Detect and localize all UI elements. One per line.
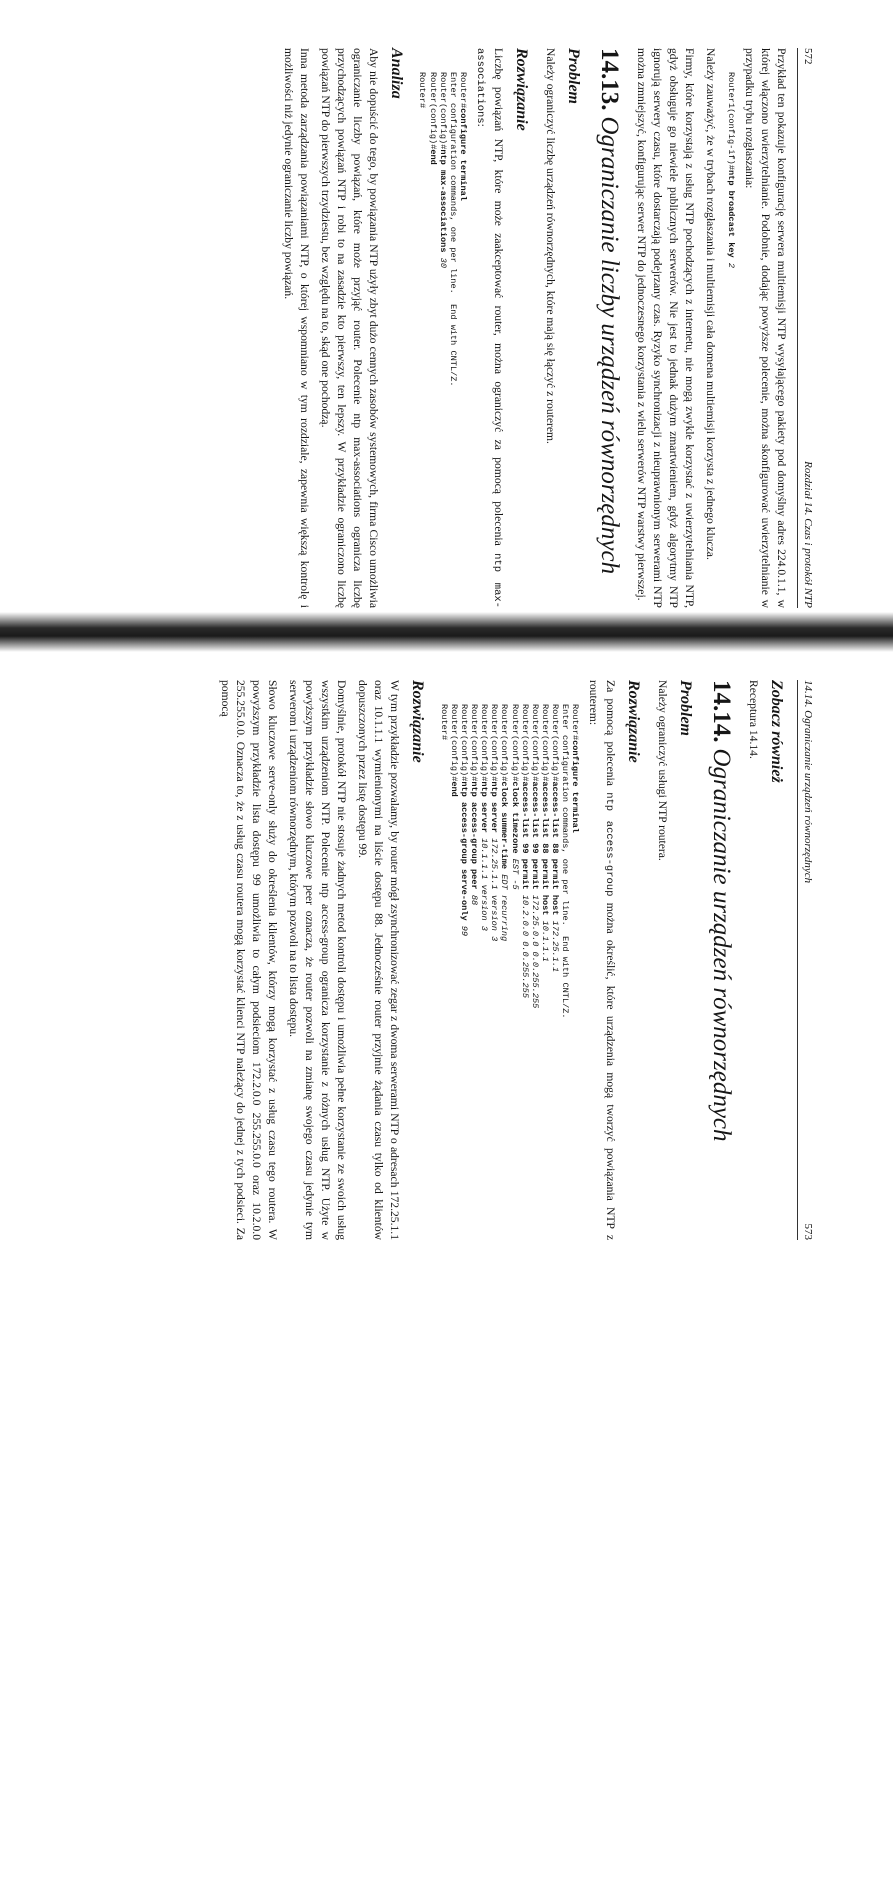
problem-heading: Problem xyxy=(677,680,695,736)
running-header xyxy=(797,680,815,1240)
page-573 xyxy=(143,632,893,1895)
paragraph: Domyślnie, protokół NTP nie stosuje żadnych metod kontroli dostępu i umożliwia pełne korzystanie ze swoich usług wszystkim urządzeniom NTP. Polecenie ntp access-group ogranicza korzystanie z różnych usług NTP. Użyte w powyższym przykładzie słowo kluczowe peer oznacza, że router pozwoli na zmianę swojego czasu jedynie tym serwerom i urządzeniom równorzędnym, którym pozwoli na to lista dostępu. xyxy=(287,680,349,1240)
page-number: 572 xyxy=(802,48,814,65)
paragraph: Aby nie dopuścić do tego, by powiązania NTP użyły zbyt dużo cennych zasobów systemowych, firma Cisco umożliwia ograniczanie liczby powiązań, które może przyjąć router. Polecenie ntp max-associations ogranicza liczbę przychodzących powiązań NTP i robi to na zasadzie kto pierwszy, ten lepszy. W przykładzie ograniczono liczbę powiązań NTP do pierwszych trzydziestu, bez względu na to, skąd one pochodzą. xyxy=(319,48,381,608)
code-line: Router# xyxy=(417,72,428,109)
code-line: Enter configuration commands, one per line. End with CNTL/Z. xyxy=(560,704,571,1019)
code-line: Router(config)#access-list 99 permit 172.25.0.0 0.0.255.255 xyxy=(529,704,540,1009)
paragraph: Przykład ten pokazuje konfigurację serwera multiemisji NTP wysyłającego pakiety pod domyślny adres 224.0.1.1, w której włączono uwierzytelnianie. Podobnie, dodając powyższe polecenie, można skonfigurować uwierzytelnianie w przypadku trybu rozgłaszania: xyxy=(742,48,788,608)
code-line: Router(config)#ntp access-group peer 88 xyxy=(469,704,479,906)
paragraph: W tym przykładzie pozwalamy, by router mógł zsynchronizować zegar z dwoma serwerami NTP o adresach 172.25.1.1 oraz 10.1.1.1 wymienionymi na liście dostępu 88. Jednocześnie router przyjmie żądania czasu tylko od klientów dopuszczonych przez listę dostępu 99. xyxy=(356,680,402,1240)
paragraph: Za pomocą polecenia ntp access-group można określić, które urządzenia mogą tworzyć powiązania NTP z routerem: xyxy=(587,680,617,1240)
analysis-heading: Analiza xyxy=(388,48,406,99)
section-title: 14.14.Ograniczanie urządzeń równorzędnych xyxy=(707,680,735,1142)
code-block xyxy=(438,704,580,1240)
paragraph: Receptura 14.14. xyxy=(746,680,760,759)
code-line: Router1(config-if)#ntp broadcast key 2 xyxy=(725,72,736,268)
analysis-heading: Rozwiązanie xyxy=(409,680,427,763)
solution-heading: Rozwiązanie xyxy=(624,680,642,763)
code-line: Router# xyxy=(438,704,449,741)
code-line: Router(config)#ntp server 172.25.1.1 version 3 xyxy=(489,704,500,942)
paragraph: Słowo kluczowe serve-only służy do określenia klientów, którzy mogą korzystać z usług czasu tego routera. W powyższym przykładzie lista dostępu 99 umożliwia to całym podsieciom 172.2.0.0 255.255.0.0 oraz 10.2.0.0 255.255.0.0. Oznacza to, że z usług czasu routera mogą korzystać klienci NTP należący do jednej z tych podsieci. Za pomocą xyxy=(218,680,280,1240)
code-line: Enter configuration commands, one per line. End with CNTL/Z. xyxy=(447,72,458,387)
code-line: Router(config)#ntp server 10.1.1.1 version 3 xyxy=(479,704,490,931)
code-block xyxy=(726,72,736,608)
problem-heading: Problem xyxy=(565,48,583,104)
code-line: Router(config)#access-list 88 permit host 10.1.1.1 xyxy=(539,704,550,962)
section-title: 14.13.Ograniczanie liczby urządzeń równorzędnych xyxy=(595,48,623,575)
code-line: Router(config)#access-list 99 permit 10.2.0.0 0.0.255.255 xyxy=(519,704,530,998)
solution-heading: Rozwiązanie xyxy=(513,48,530,131)
paragraph: Inna metoda zarządzania powiązaniami NTP, o której wspomniano w tym rozdziale, zapewnia większą kontrolę i możliwości niż jedynie ograniczanie liczby powiązań. xyxy=(282,48,312,608)
paragraph: Należy ograniczyć liczbę urządzeń równorzędnych, które mają się łączyć z routerem. xyxy=(543,48,557,444)
code-line: Router#configure terminal xyxy=(457,72,468,201)
paragraph: Firmy, które korzystają z usług NTP pochodzących z internetu, nie mogą zwykle korzystać z uwierzytelniania NTP, gdyż obsługuje go niewiele publicznych serwerów. Nie jest to jednak dużym zmartwieniem, gdyż algorytmy NTP ignorują serwery czasu, które dostarczają podejrzany czas. Ryzyko synchronizacji z nieuprawnionym serwerami NTP można zmniejszyć, konfigurując serwer NTP do jednoczesnego korzystania z wielu serwerów NTP warstwy pierwszej. xyxy=(634,48,696,608)
header-title: Rozdział 14. Czas i protokół NTP xyxy=(802,461,814,608)
code-line: Router#configure terminal xyxy=(570,704,581,833)
page-number: 573 xyxy=(802,1223,814,1240)
code-line: Router(config)#end xyxy=(427,72,438,165)
code-line: Router(config)#clock timezone EST -5 xyxy=(509,704,520,890)
code-line: Router(config)#end xyxy=(448,704,459,797)
paragraph: Należy zauważyć, że w trybach rozgłaszania i multiemisji cała domena multiemisji korzysta z jednego klucza. xyxy=(703,48,717,560)
code-block xyxy=(417,72,468,608)
paragraph: Należy ograniczyć usługi NTP routera. xyxy=(655,680,669,861)
code-line: Router(config)#ntp max-associations 30 xyxy=(437,72,448,268)
code-line: Router(config)#ntp access-group serve-only 99 xyxy=(458,704,469,937)
header-title: 14.14. Ograniczanie urządzeń równorzędnych xyxy=(802,680,814,884)
see-also-heading: Zobacz również xyxy=(767,680,785,783)
paragraph: Liczbę powiązań NTP, które może zaakceptować router, można ograniczyć za pomocą polecenia ntp max-associations: xyxy=(474,48,505,608)
running-header xyxy=(797,48,815,608)
code-line: Router(config)#clock summer-time EDT recurring xyxy=(499,704,510,942)
code-line: Router(config)#access-list 88 permit host 172.25.1.1 xyxy=(550,704,561,973)
